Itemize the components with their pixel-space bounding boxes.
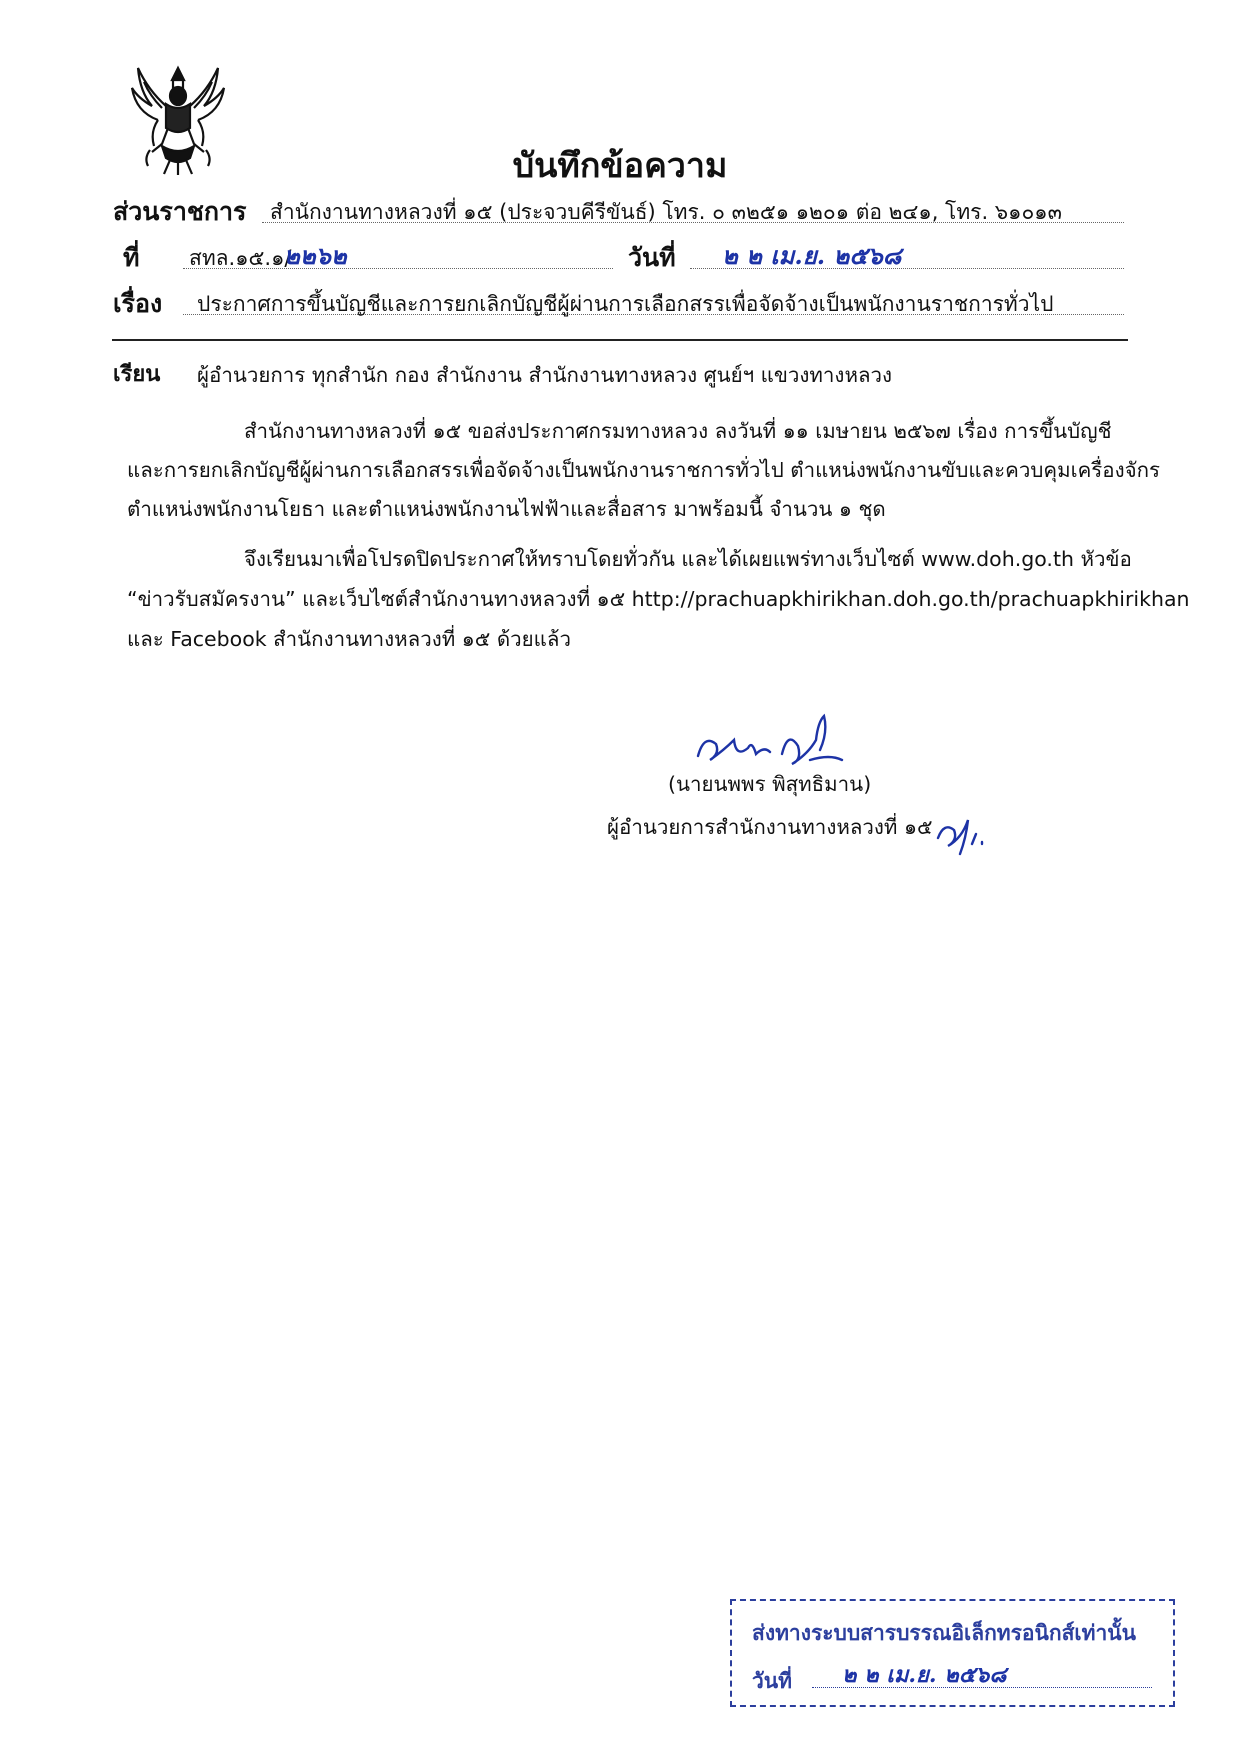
document-title: บันทึกข้อความ <box>512 146 728 186</box>
handwritten-signature <box>690 710 860 776</box>
agency-value: สำนักงานทางหลวงที่ ๑๕ (ประจวบคีรีขันธ์) โทร. ๐ ๓๒๕๑ ๑๒๐๑ ต่อ ๒๔๑, โทร. ๖๑๐๑๓ <box>270 200 1062 224</box>
paragraph-1-line-3: ตำแหน่งพนักงานโยธา และตำแหน่งพนักงานไฟฟ้าและสื่อสาร มาพร้อมนี้ จำนวน ๑ ชุด <box>127 497 886 521</box>
signer-name: (นายนพพร พิสุทธิมาน) <box>668 772 872 796</box>
paragraph-2-line-2: “ข่าวรับสมัครงาน” และเว็บไซต์สำนักงานทางหลวงที่ ๑๕ http://prachuapkhirikhan.doh.go.th/prachuapkhirikhan <box>127 587 1190 611</box>
paragraph-2-line-1: จึงเรียนมาเพื่อโปรดปิดประกาศให้ทราบโดยทั่วกัน และได้เผยแพร่ทางเว็บไซต์ www.doh.go.th หัวข้อ <box>244 547 1132 571</box>
subject-value: ประกาศการขึ้นบัญชีและการยกเลิกบัญชีผู้ผ่านการเลือกสรรเพื่อจัดจ้างเป็นพนักงานราชการทั่วไป <box>197 292 1054 316</box>
subject-label: เรื่อง <box>113 289 163 318</box>
stamp-date-label: วันที่ <box>752 1669 792 1693</box>
to-label: เรียน <box>113 362 161 387</box>
paragraph-1-line-2: และการยกเลิกบัญชีผู้ผ่านการเลือกสรรเพื่อจัดจ้างเป็นพนักงานราชการทั่วไป ตำแหน่งพนักงานขับและควบคุมเครื่องจักร <box>127 458 1161 482</box>
ref-number-handwritten: ๒๒๖๒ <box>284 241 347 270</box>
handwritten-initials <box>932 808 992 858</box>
agency-label: ส่วนราชการ <box>113 197 247 226</box>
date-value: ๒ ๒ เม.ย. ๒๕๖๘ <box>722 241 902 270</box>
to-value: ผู้อำนวยการ ทุกสำนัก กอง สำนักงาน สำนักงานทางหลวง ศูนย์ฯ แขวงทางหลวง <box>197 363 893 387</box>
electronic-delivery-stamp <box>730 1599 1175 1707</box>
header-divider <box>112 339 1128 341</box>
signer-position: ผู้อำนวยการสำนักงานทางหลวงที่ ๑๕ <box>607 815 933 839</box>
stamp-date-value: ๒ ๒ เม.ย. ๒๕๖๘ <box>842 1662 1007 1688</box>
stamp-text: ส่งทางระบบสารบรรณอิเล็กทรอนิกส์เท่านั้น <box>752 1621 1136 1645</box>
ref-label: ที่ <box>123 243 140 272</box>
date-label: วันที่ <box>628 243 676 272</box>
paragraph-1-line-1: สำนักงานทางหลวงที่ ๑๕ ขอส่งประกาศกรมทางหลวง ลงวันที่ ๑๑ เมษายน ๒๕๖๗ เรื่อง การขึ้นบัญชี <box>244 419 1112 443</box>
ref-number-prefix: สทล.๑๕.๑/ <box>189 246 292 270</box>
paragraph-2-line-3: และ Facebook สำนักงานทางหลวงที่ ๑๕ ด้วยแล้ว <box>127 627 571 651</box>
